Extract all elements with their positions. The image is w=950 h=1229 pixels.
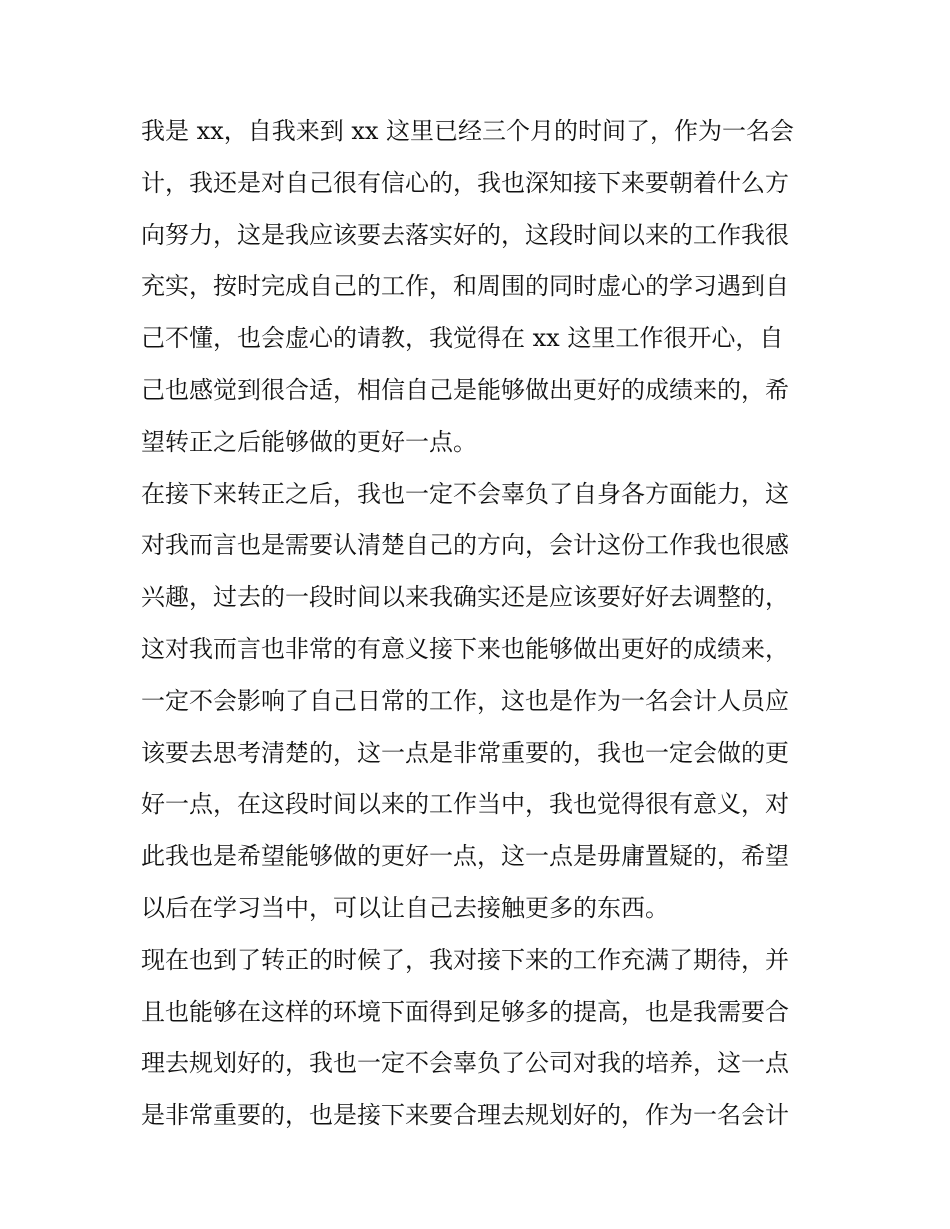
document-body — [141, 106, 813, 1142]
text-line: 己不懂，也会虚心的请教，我觉得在 xx 这里工作很开心，自 — [141, 324, 784, 353]
text-line: 这对我而言也非常的有意义接下来也能够做出更好的成绩来， — [141, 634, 789, 663]
text-line: 向努力，这是我应该要去落实好的，这段时间以来的工作我很 — [141, 220, 789, 249]
text-line: 兴趣，过去的一段时间以来我确实还是应该要好好去调整的， — [141, 583, 789, 612]
text-line: 是非常重要的，也是接下来要合理去规划好的，作为一名会计 — [141, 1101, 789, 1130]
text-line: 充实，按时完成自己的工作，和周围的同时虚心的学习遇到自 — [141, 272, 789, 301]
text-line: 以后在学习当中，可以让自己去接触更多的东西。 — [141, 893, 669, 922]
text-line: 对我而言也是需要认清楚自己的方向，会计这份工作我也很感 — [141, 531, 789, 560]
text-line: 该要去思考清楚的，这一点是非常重要的，我也一定会做的更 — [141, 738, 789, 767]
text-line: 理去规划好的，我也一定不会辜负了公司对我的培养，这一点 — [141, 1049, 789, 1078]
text-line: 己也感觉到很合适，相信自己是能够做出更好的成绩来的，希 — [141, 375, 789, 404]
text-line: 且也能够在这样的环境下面得到足够多的提高，也是我需要合 — [141, 997, 789, 1026]
text-line: 我是 xx，自我来到 xx 这里已经三个月的时间了，作为一名会 — [141, 117, 795, 145]
text-line: 此我也是希望能够做的更好一点，这一点是毋庸置疑的，希望 — [141, 842, 789, 871]
text-line: 一定不会影响了自己日常的工作，这也是作为一名会计人员应 — [141, 686, 789, 715]
text-line: 在接下来转正之后，我也一定不会辜负了自身各方面能力，这 — [141, 479, 789, 508]
text-line: 计，我还是对自己很有信心的，我也深知接下来要朝着什么方 — [141, 168, 789, 197]
text-line: 好一点，在这段时间以来的工作当中，我也觉得很有意义，对 — [141, 790, 789, 819]
text-line: 现在也到了转正的时候了，我对接下来的工作充满了期待，并 — [141, 945, 789, 974]
text-line: 望转正之后能够做的更好一点。 — [141, 427, 477, 456]
